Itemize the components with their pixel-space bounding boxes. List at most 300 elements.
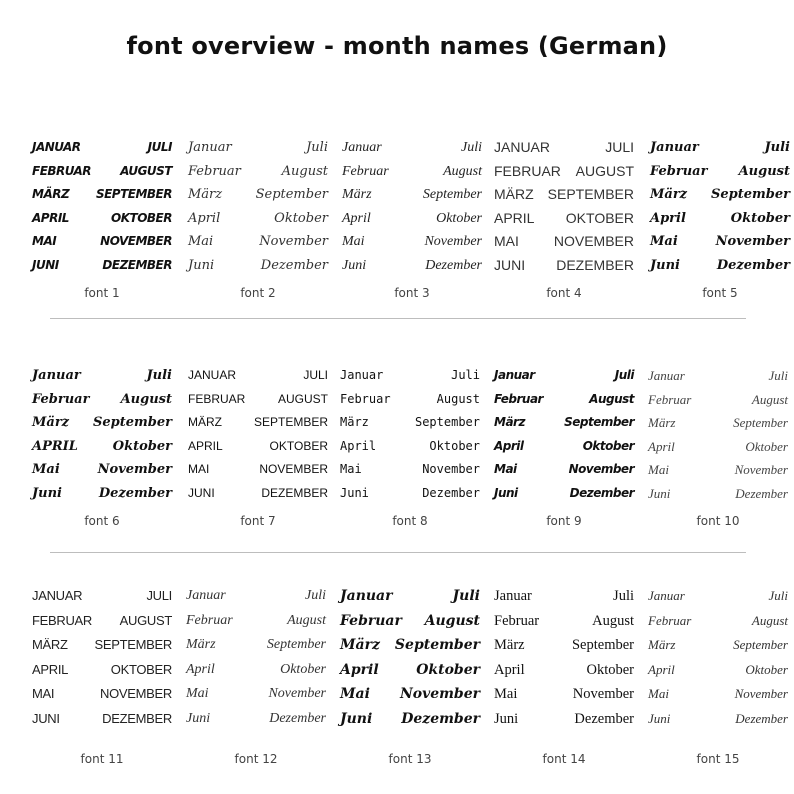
month-name-left: MAI — [188, 462, 210, 476]
month-name-left: Januar — [342, 140, 382, 155]
font-card-8 — [340, 364, 480, 528]
month-list — [494, 136, 634, 273]
month-name-right: JULI — [605, 139, 634, 155]
month-name-right: September — [394, 637, 480, 653]
month-pair — [32, 609, 172, 634]
month-name-left: März — [32, 415, 70, 430]
month-name-left: JUNI — [32, 257, 59, 272]
month-name-left: Mai — [342, 234, 365, 249]
month-name-right: September — [733, 415, 788, 430]
month-name-left: März — [186, 637, 216, 652]
font-caption: font 5 — [702, 286, 738, 300]
month-name-left: Januar — [340, 368, 384, 382]
month-pair — [340, 584, 480, 609]
month-name-left: Juni — [494, 710, 519, 727]
month-list — [494, 364, 634, 500]
month-name-right: Oktober — [745, 661, 788, 677]
month-pair — [188, 230, 328, 254]
month-name-right: November — [422, 462, 480, 476]
month-name-right: September — [266, 637, 326, 652]
month-pair — [32, 230, 172, 254]
month-pair — [494, 609, 634, 634]
month-name-left: Mai — [494, 462, 517, 476]
month-pair — [188, 183, 328, 207]
font-caption: font 11 — [80, 752, 124, 766]
month-name-left: Januar — [494, 588, 532, 604]
month-pair — [32, 183, 172, 207]
month-name-left: JUNI — [32, 710, 60, 726]
month-name-left: JUNI — [188, 485, 215, 500]
month-name-left: Mai — [340, 462, 362, 476]
month-pair — [494, 364, 634, 388]
page-title: font overview - month names (German) — [126, 32, 668, 60]
month-name-right: August — [751, 612, 788, 628]
month-pair — [648, 609, 788, 634]
month-name-right: Dezember — [735, 710, 788, 726]
month-name-right: Oktober — [586, 661, 634, 678]
month-name-right: Juli — [613, 588, 634, 604]
month-name-left: APRIL — [32, 210, 69, 225]
month-name-left: MAI — [32, 686, 55, 701]
month-pair — [648, 388, 788, 412]
month-pair — [342, 160, 482, 184]
month-pair — [186, 609, 326, 634]
month-name-left: MÄRZ — [32, 637, 68, 652]
month-name-left: Februar — [650, 163, 708, 179]
month-pair — [648, 658, 788, 683]
month-name-right: NOVEMBER — [259, 462, 328, 476]
month-name-left: Februar — [494, 612, 540, 629]
month-name-left: JANUAR — [32, 140, 81, 154]
month-name-left: Juni — [32, 485, 62, 501]
month-name-left: APRIL — [188, 438, 223, 453]
font-caption: font 9 — [546, 514, 582, 528]
month-name-right: Juli — [764, 140, 790, 155]
month-name-left: Mai — [648, 462, 669, 477]
month-pair — [340, 658, 480, 683]
month-pair — [494, 458, 634, 482]
month-name-left: Juni — [186, 710, 211, 726]
month-pair — [32, 254, 172, 278]
month-name-left: Februar — [648, 612, 692, 628]
month-name-right: AUGUST — [575, 162, 634, 179]
font-caption: font 7 — [240, 514, 276, 528]
month-name-right: Juli — [768, 368, 788, 383]
month-name-right: Oktober — [274, 210, 328, 226]
month-name-right: September — [711, 187, 790, 202]
month-pair — [342, 136, 482, 160]
month-name-left: März — [648, 415, 676, 430]
month-list — [340, 584, 480, 727]
month-pair — [650, 160, 790, 184]
month-pair — [32, 435, 172, 459]
month-pair — [648, 682, 788, 707]
month-name-left: März — [342, 187, 372, 202]
month-name-right: OKTOBER — [565, 209, 634, 226]
month-list — [340, 364, 480, 500]
month-name-left: MAI — [494, 233, 519, 249]
month-name-right: NOVEMBER — [99, 686, 172, 701]
month-pair — [188, 388, 328, 412]
month-pair — [648, 584, 788, 609]
month-pair — [188, 160, 328, 184]
month-list — [188, 364, 328, 500]
font-caption: font 1 — [84, 286, 120, 300]
font-caption: font 10 — [696, 514, 740, 528]
month-pair — [494, 136, 634, 160]
month-name-right: November — [734, 686, 788, 701]
month-pair — [340, 609, 480, 634]
month-pair — [648, 364, 788, 388]
font-card-3 — [342, 136, 482, 300]
month-pair — [650, 136, 790, 160]
month-name-left: April — [648, 661, 675, 677]
month-name-left: März — [340, 637, 380, 653]
month-pair — [32, 136, 172, 160]
month-list — [32, 364, 172, 501]
month-pair — [340, 633, 480, 658]
month-name-right: Oktober — [112, 438, 172, 454]
month-pair — [32, 658, 172, 683]
month-pair — [340, 364, 480, 388]
month-list — [32, 136, 172, 272]
font-card-7 — [188, 364, 328, 528]
month-name-left: April — [188, 210, 221, 226]
font-caption: font 15 — [696, 752, 740, 766]
month-pair — [648, 458, 788, 482]
font-card-4 — [494, 136, 634, 300]
month-name-right: Dezember — [269, 710, 326, 726]
month-name-left: März — [340, 415, 369, 429]
month-name-right: August — [120, 391, 172, 407]
month-name-left: Januar — [188, 140, 232, 155]
month-name-right: August — [738, 163, 790, 179]
month-pair — [494, 411, 634, 435]
month-name-left: Februar — [186, 612, 233, 628]
month-name-right: SEPTEMBER — [94, 637, 172, 652]
month-name-right: Oktober — [280, 661, 326, 677]
month-pair — [340, 458, 480, 482]
month-name-left: MAI — [32, 234, 57, 248]
month-name-left: März — [494, 415, 525, 429]
month-name-left: Mai — [32, 462, 60, 477]
month-pair — [494, 584, 634, 609]
font-caption: font 14 — [542, 752, 586, 766]
month-pair — [494, 707, 634, 732]
month-pair — [188, 207, 328, 231]
month-pair — [32, 458, 172, 482]
month-name-right: Oktober — [416, 661, 480, 678]
font-card-9 — [494, 364, 634, 528]
month-name-right: September — [422, 187, 482, 202]
month-name-left: Juni — [342, 257, 367, 273]
month-name-right: Oktober — [745, 438, 788, 454]
month-name-left: März — [494, 637, 525, 653]
month-name-left: Januar — [494, 368, 535, 382]
month-pair — [340, 682, 480, 707]
month-pair — [494, 682, 634, 707]
month-pair — [494, 207, 634, 231]
month-name-right: AUGUST — [277, 391, 328, 406]
month-name-right: OKTOBER — [111, 210, 172, 225]
month-name-right: September — [414, 415, 480, 429]
month-pair — [32, 633, 172, 658]
month-name-right: Dezember — [422, 485, 480, 500]
month-name-right: August — [436, 391, 480, 406]
month-name-right: AUGUST — [120, 163, 172, 178]
month-pair — [494, 482, 634, 506]
month-name-left: Mai — [340, 686, 370, 702]
month-name-right: Juli — [306, 140, 328, 155]
month-list — [494, 584, 634, 727]
month-name-right: Oktober — [436, 210, 482, 226]
month-name-right: Dezember — [401, 710, 480, 727]
month-name-left: Februar — [342, 163, 389, 179]
month-pair — [494, 230, 634, 254]
month-pair — [650, 230, 790, 254]
font-card-1 — [32, 136, 172, 300]
month-name-right: Oktober — [730, 210, 790, 226]
month-name-left: MÄRZ — [494, 186, 534, 202]
month-pair — [648, 435, 788, 459]
font-card-2 — [188, 136, 328, 300]
month-name-left: Januar — [648, 368, 685, 383]
month-name-left: Juni — [340, 710, 373, 727]
month-name-right: Juli — [146, 368, 172, 383]
month-pair — [650, 254, 790, 278]
month-name-right: Dezember — [260, 257, 328, 273]
month-name-left: Januar — [32, 368, 81, 383]
month-name-right: DEZEMBER — [556, 256, 634, 273]
month-pair — [340, 482, 480, 506]
month-pair — [188, 482, 328, 506]
month-pair — [342, 183, 482, 207]
month-name-right: Juli — [768, 588, 788, 603]
month-pair — [494, 160, 634, 184]
month-pair — [494, 435, 634, 459]
month-pair — [186, 633, 326, 658]
month-pair — [186, 682, 326, 707]
month-pair — [494, 254, 634, 278]
month-name-right: Dezember — [735, 485, 788, 501]
month-name-left: April — [650, 210, 686, 226]
month-name-left: Juni — [494, 485, 518, 500]
month-name-right: November — [734, 462, 788, 477]
month-name-right: Dezember — [574, 710, 634, 727]
month-name-right: November — [572, 686, 634, 702]
month-name-left: FEBRUAR — [188, 391, 246, 406]
month-pair — [494, 388, 634, 412]
month-name-right: DEZEMBER — [102, 710, 172, 726]
month-name-left: Mai — [650, 234, 678, 249]
month-name-right: August — [424, 612, 480, 629]
month-name-right: November — [715, 234, 790, 249]
month-pair — [494, 658, 634, 683]
month-name-right: November — [97, 462, 172, 477]
month-name-right: September — [571, 637, 634, 653]
month-name-left: April — [340, 438, 377, 453]
month-name-right: November — [399, 686, 480, 702]
font-caption: font 13 — [388, 752, 432, 766]
month-name-right: JULI — [147, 140, 172, 154]
font-card-10 — [648, 364, 788, 528]
font-card-12 — [186, 584, 326, 766]
font-card-14 — [494, 584, 634, 766]
month-name-left: April — [342, 210, 371, 226]
month-name-left: Januar — [186, 588, 226, 603]
month-pair — [494, 183, 634, 207]
month-name-left: Mai — [648, 686, 669, 701]
month-name-left: Januar — [648, 588, 685, 603]
month-name-right: Dezember — [425, 257, 482, 273]
month-name-left: März — [650, 187, 688, 202]
month-name-left: Februar — [340, 391, 391, 406]
month-name-right: OKTOBER — [110, 661, 172, 677]
month-name-left: Mai — [188, 234, 214, 249]
month-pair — [186, 584, 326, 609]
month-pair — [648, 633, 788, 658]
month-list — [650, 136, 790, 273]
month-name-right: September — [733, 637, 788, 652]
month-pair — [32, 364, 172, 388]
month-pair — [650, 207, 790, 231]
month-name-right: November — [568, 462, 634, 476]
month-name-left: Februar — [494, 391, 543, 406]
month-name-right: Dezember — [716, 257, 790, 273]
month-name-left: Februar — [340, 612, 402, 629]
month-list — [188, 136, 328, 273]
month-name-left: April — [648, 438, 675, 454]
month-name-left: Mai — [186, 686, 209, 701]
month-name-left: April — [494, 438, 524, 453]
month-pair — [32, 207, 172, 231]
font-caption: font 8 — [392, 514, 428, 528]
month-pair — [32, 160, 172, 184]
font-card-11 — [32, 584, 172, 766]
month-name-left: APRIL — [32, 661, 69, 677]
month-name-left: FEBRUAR — [32, 612, 93, 628]
month-name-right: SEPTEMBER — [547, 186, 634, 202]
month-name-right: OKTOBER — [269, 438, 328, 453]
month-pair — [32, 682, 172, 707]
month-name-right: SEPTEMBER — [95, 187, 172, 201]
month-name-right: NOVEMBER — [553, 233, 634, 249]
font-caption: font 4 — [546, 286, 582, 300]
month-name-left: März — [648, 637, 676, 652]
month-name-left: Juni — [648, 485, 671, 501]
month-name-left: Juni — [340, 485, 369, 500]
month-name-right: AUGUST — [119, 612, 172, 628]
month-name-right: August — [592, 612, 634, 629]
month-pair — [32, 388, 172, 412]
month-name-right: September — [564, 415, 634, 429]
month-pair — [650, 183, 790, 207]
month-name-right: Juli — [452, 588, 480, 604]
font-card-15 — [648, 584, 788, 766]
month-pair — [648, 707, 788, 732]
month-pair — [188, 411, 328, 435]
month-name-right: JULI — [303, 368, 328, 382]
month-name-right: August — [589, 391, 634, 406]
divider — [50, 552, 746, 553]
month-pair — [32, 707, 172, 732]
month-name-right: DEZEMBER — [102, 257, 172, 272]
month-name-right: SEPTEMBER — [253, 415, 328, 429]
month-pair — [188, 254, 328, 278]
month-pair — [340, 388, 480, 412]
month-name-right: Oktober — [582, 438, 634, 453]
month-name-left: April — [340, 661, 379, 678]
month-name-right: Dezember — [98, 485, 172, 501]
month-name-left: MÄRZ — [188, 415, 222, 429]
month-name-left: JANUAR — [494, 139, 551, 155]
month-name-right: November — [424, 234, 482, 249]
month-name-left: Februar — [188, 163, 241, 179]
month-pair — [494, 633, 634, 658]
month-name-left: APRIL — [494, 209, 535, 226]
month-pair — [648, 482, 788, 506]
month-pair — [188, 458, 328, 482]
month-name-right: August — [751, 391, 788, 407]
month-list — [648, 364, 788, 501]
month-pair — [342, 230, 482, 254]
month-pair — [340, 435, 480, 459]
month-name-left: Februar — [648, 391, 692, 407]
font-card-5 — [650, 136, 790, 300]
month-name-left: JUNI — [494, 256, 526, 273]
month-name-left: Februar — [32, 391, 90, 407]
month-pair — [186, 658, 326, 683]
month-name-left: Juni — [188, 257, 215, 273]
month-name-right: Oktober — [429, 438, 480, 453]
month-pair — [188, 136, 328, 160]
month-list — [186, 584, 326, 726]
month-pair — [32, 411, 172, 435]
month-name-right: September — [255, 187, 328, 202]
month-list — [342, 136, 482, 273]
month-name-left: MÄRZ — [32, 187, 70, 201]
month-pair — [648, 411, 788, 435]
month-list — [32, 584, 172, 726]
month-name-right: August — [287, 612, 326, 628]
month-name-left: April — [494, 661, 525, 678]
month-pair — [342, 254, 482, 278]
month-name-left: FEBRUAR — [32, 163, 92, 178]
month-pair — [186, 707, 326, 732]
font-caption: font 12 — [234, 752, 278, 766]
month-name-right: August — [443, 163, 482, 179]
month-pair — [188, 435, 328, 459]
month-name-left: Januar — [340, 588, 393, 604]
month-name-left: JANUAR — [32, 588, 83, 603]
month-name-right: November — [259, 234, 328, 249]
month-name-right: NOVEMBER — [100, 234, 172, 248]
month-name-right: September — [93, 415, 172, 430]
month-name-right: August — [281, 163, 328, 179]
month-name-right: November — [268, 686, 326, 701]
month-pair — [32, 482, 172, 506]
month-name-left: März — [188, 187, 223, 202]
month-name-right: Juli — [451, 368, 480, 382]
month-pair — [32, 584, 172, 609]
month-name-left: April — [186, 661, 215, 677]
month-name-left: Juni — [650, 257, 680, 273]
month-name-right: Juli — [461, 140, 482, 155]
month-name-right: Juli — [614, 368, 634, 382]
month-pair — [188, 364, 328, 388]
font-caption: font 3 — [394, 286, 430, 300]
divider — [50, 318, 746, 319]
